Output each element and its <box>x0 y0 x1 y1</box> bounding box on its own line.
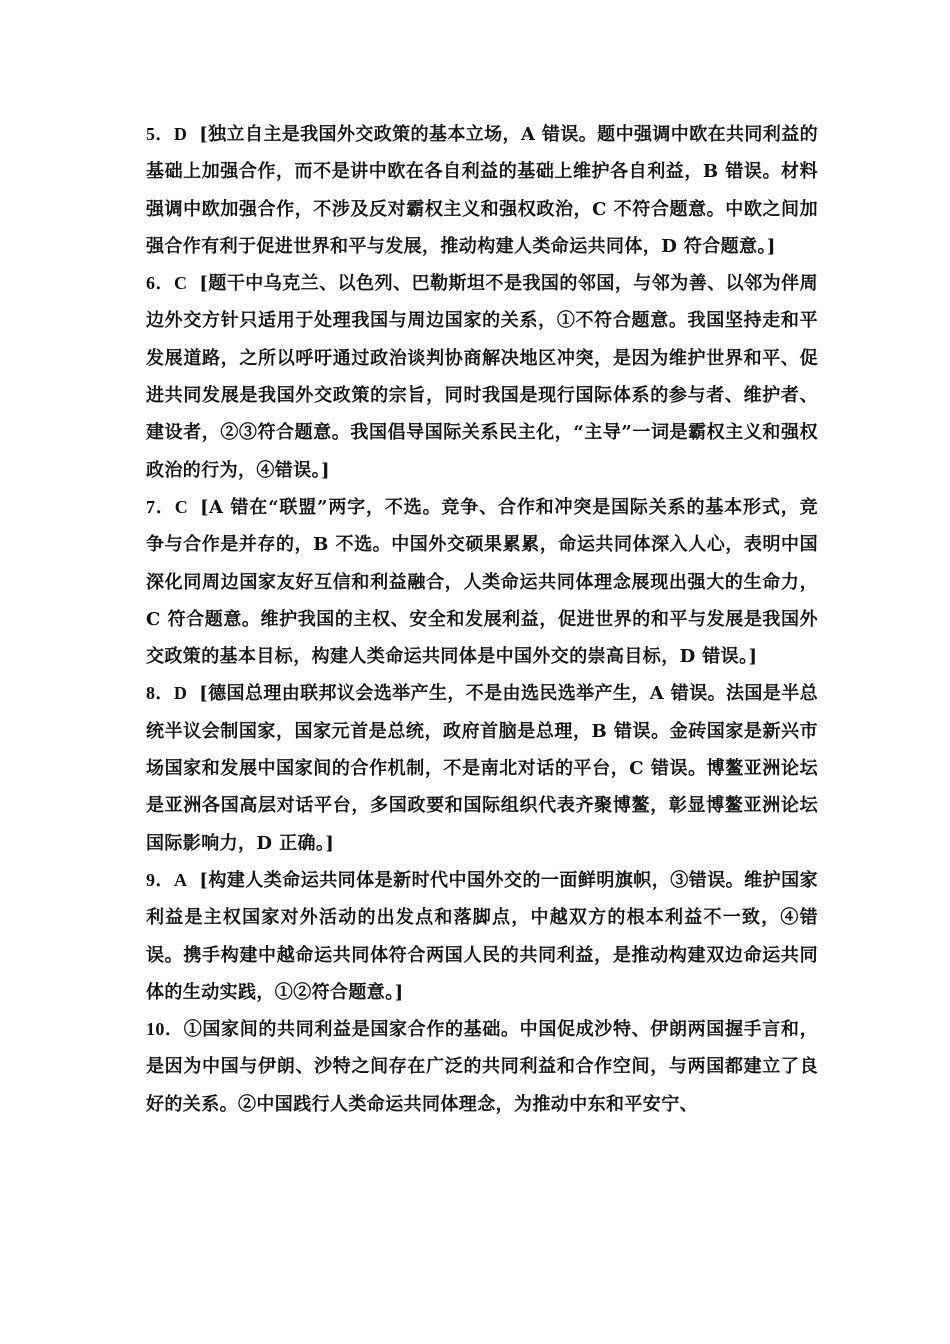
answer-explanation: [构建人类命运共同体是新时代中国外交的一面鲜明旗帜，③错误。维护国家利益是主权国家对外活动的出发点和落脚点，中越双方的根本利益不一致，④错误。携手构建中越命运共同体符合两国人民的共同利益，是推动构建双边命运共同体的生动实践，①②符合题意。] <box>146 869 818 1003</box>
answer-number: 10． <box>146 1019 184 1040</box>
answer-explanation: [独立自主是我国外交政策的基本立场，A 错误。题中强调中欧在共同利益的基础上加强合作，而不是讲中欧在各自利益的基础上维护各自利益，B 错误。材料强调中欧加强合作，不涉及反对霸权主义和强权政治，C 不符合题意。中欧之间加强合作有利于促进世界和平与发展，推动构建人类命运共同体，D 符合题意。] <box>146 124 818 257</box>
answer-explanation: [题干中乌克兰、以色列、巴勒斯坦不是我国的邻国，与邻为善、以邻为伴周边外交方针只适用于处理我国与周边国家的关系，①不符合题意。我国坚持走和平发展道路，之所以呼吁通过政治谈判协商解决地区冲突，是因为维护世界和平、促进共同发展是我国外交政策的宗旨，同时我国是现行国际体系的参与者、维护者、建设者，②③符合题意。我国倡导国际关系民主化，“主导”一词是霸权主义和强权政治的行为，④错误。] <box>146 273 818 481</box>
answer-explanation: [德国总理由联邦议会选举产生，不是由选民选举产生，A 错误。法国是半总统半议会制国家，国家元首是总统，政府首脑是总理，B 错误。金砖国家是新兴市场国家和发展中国家间的合作机制，不是南北对话的平台，C 错误。博鳌亚洲论坛是亚洲各国高层对话平台，多国政要和国际组织代表齐聚博鳌，彰显博鳌亚洲论坛国际影响力，D 正确。] <box>146 683 818 854</box>
answer-choice: C <box>173 273 188 294</box>
answer-item-8 <box>146 675 818 861</box>
answer-list <box>146 116 818 1123</box>
answer-item-7 <box>146 489 818 675</box>
answer-choice: A <box>173 869 188 890</box>
answer-explanation: ①国家间的共同利益是国家合作的基础。中国促成沙特、伊朗两国握手言和，是因为中国与伊朗、沙特之间存在广泛的共同利益和合作空间，与两国都建立了良好的关系。②中国践行人类命运共同体理念，为推动中东和平安宁、 <box>146 1019 818 1115</box>
answer-number: 7． <box>146 496 175 517</box>
answer-item-9 <box>146 862 818 1011</box>
answer-number: 5． <box>146 124 174 144</box>
answer-choice: D <box>173 683 188 704</box>
answer-number: 8． <box>146 683 174 704</box>
answer-explanation: [A 错在“联盟”两字，不选。竞争、合作和冲突是国际关系的基本形式，竞争与合作是并存的，B 不选。中国外交硕果累累，命运共同体深入人心，表明中国深化同周边国家友好互信和利益融合，人类命运共同体理念展现出强大的生命力，C 符合题意。维护我国的主权、安全和发展利益，促进世界的和平与发展是我国外交政策的基本目标，构建人类命运共同体是中国外交的崇高目标，D 错误。] <box>146 496 818 668</box>
answer-item-6 <box>146 265 818 489</box>
answer-item-10 <box>146 1011 818 1123</box>
answer-number: 6． <box>146 273 174 294</box>
answer-item-5 <box>146 116 818 265</box>
answer-choice: C <box>174 496 189 517</box>
answer-choice: D <box>173 124 188 144</box>
answer-number: 9． <box>146 869 174 890</box>
